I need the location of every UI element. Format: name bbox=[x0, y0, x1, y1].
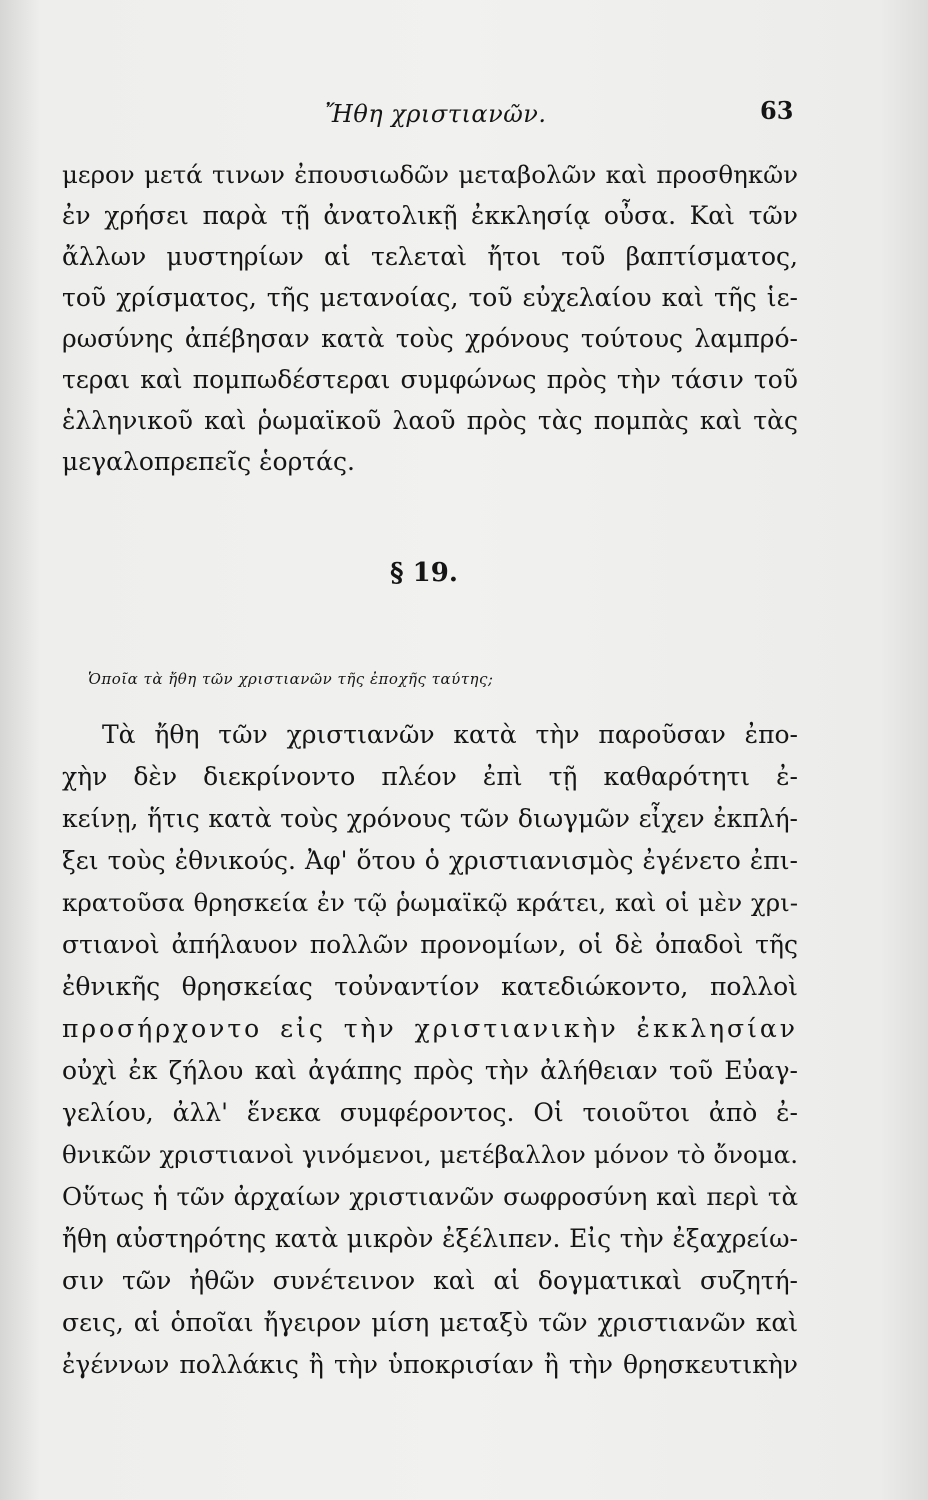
text-line: τεραι καὶ πομπωδέστεραι συμφώνως πρὸς τὴν τάσιν τοῦ bbox=[62, 365, 798, 394]
running-header: Ἤθη χριστιανῶν. bbox=[325, 100, 547, 128]
text-line: θνικῶν χριστιανοὶ γινόμενοι, μετέβαλλον μόνον τὸ ὄνομα. bbox=[62, 1140, 798, 1169]
text-line: γελίου, ἀλλ' ἕνεκα συμφέροντος. Οἱ τοιοῦτοι ἀπὸ ἐ- bbox=[62, 1098, 798, 1127]
text-line: μεγαλοπρεπεῖς ἑορτάς. bbox=[62, 447, 355, 476]
text-line: Οὕτως ἡ τῶν ἀρχαίων χριστιανῶν σωφροσύνη καὶ περὶ τὰ bbox=[62, 1182, 798, 1211]
text-line: τοῦ χρίσματος, τῆς μετανοίας, τοῦ εὐχελαίου καὶ τῆς ἱε- bbox=[62, 283, 798, 312]
text-line: κείνῃ, ἥτις κατὰ τοὺς χρόνους τῶν διωγμῶν εἶχεν ἐκπλή- bbox=[62, 804, 798, 833]
text-line: προσήρχοντο εἰς τὴν χριστιανικὴν ἐκκλησίαν bbox=[62, 1014, 798, 1043]
text-line: ἑλληνικοῦ καὶ ῥωμαϊκοῦ λαοῦ πρὸς τὰς πομπὰς καὶ τὰς bbox=[62, 406, 798, 435]
section-number: § 19. bbox=[390, 558, 458, 588]
text-line: οὐχὶ ἐκ ζήλου καὶ ἀγάπης πρὸς τὴν ἀλήθειαν τοῦ Εὐαγ- bbox=[62, 1056, 798, 1085]
text-line: ἤθη αὐστηρότης κατὰ μικρὸν ἐξέλιπεν. Εἰς τὴν ἐξαχρείω- bbox=[62, 1224, 798, 1253]
section-question: Ὁποῖα τὰ ἤθη τῶν χριστιανῶν τῆς ἐποχῆς ταύτης; bbox=[88, 670, 494, 688]
text-line: ρωσύνης ἀπέβησαν κατὰ τοὺς χρόνους τούτους λαμπρό- bbox=[62, 324, 798, 353]
text-line: στιανοὶ ἀπήλαυον πολλῶν προνομίων, οἱ δὲ ὀπαδοὶ τῆς bbox=[62, 930, 798, 959]
text-line: ξει τοὺς ἐθνικούς. Ἀφ' ὅτου ὁ χριστιανισμὸς ἐγένετο ἐπι- bbox=[62, 846, 798, 875]
text-line: σιν τῶν ἠθῶν συνέτεινον καὶ αἱ δογματικαὶ συζητή- bbox=[62, 1266, 798, 1295]
text-line: χὴν δὲν διεκρίνοντο πλέον ἐπὶ τῇ καθαρότητι ἐ- bbox=[62, 762, 798, 791]
page-number: 63 bbox=[760, 96, 794, 125]
text-line: ἐγέννων πολλάκις ἢ τὴν ὑποκρισίαν ἢ τὴν θρησκευτικὴν bbox=[62, 1350, 798, 1379]
text-line: Τὰ ἤθη τῶν χριστιανῶν κατὰ τὴν παροῦσαν ἐπο- bbox=[102, 720, 798, 749]
text-line: σεις, αἱ ὁποῖαι ἤγειρον μίση μεταξὺ τῶν χριστιανῶν καὶ bbox=[62, 1308, 798, 1337]
text-line: ἐθνικῆς θρησκείας τοὐναντίον κατεδιώκοντο, πολλοὶ bbox=[62, 972, 798, 1001]
text-line: ἄλλων μυστηρίων αἱ τελεταὶ ἤτοι τοῦ βαπτίσματος, bbox=[62, 242, 798, 271]
text-line: μερον μετά τινων ἐπουσιωδῶν μεταβολῶν καὶ προσθηκῶν bbox=[62, 160, 798, 189]
text-line: ἐν χρήσει παρὰ τῇ ἀνατολικῇ ἐκκλησίᾳ οὖσα. Καὶ τῶν bbox=[62, 201, 798, 230]
text-line: κρατοῦσα θρησκεία ἐν τῷ ῥωμαϊκῷ κράτει, καὶ οἱ μὲν χρι- bbox=[62, 888, 798, 917]
